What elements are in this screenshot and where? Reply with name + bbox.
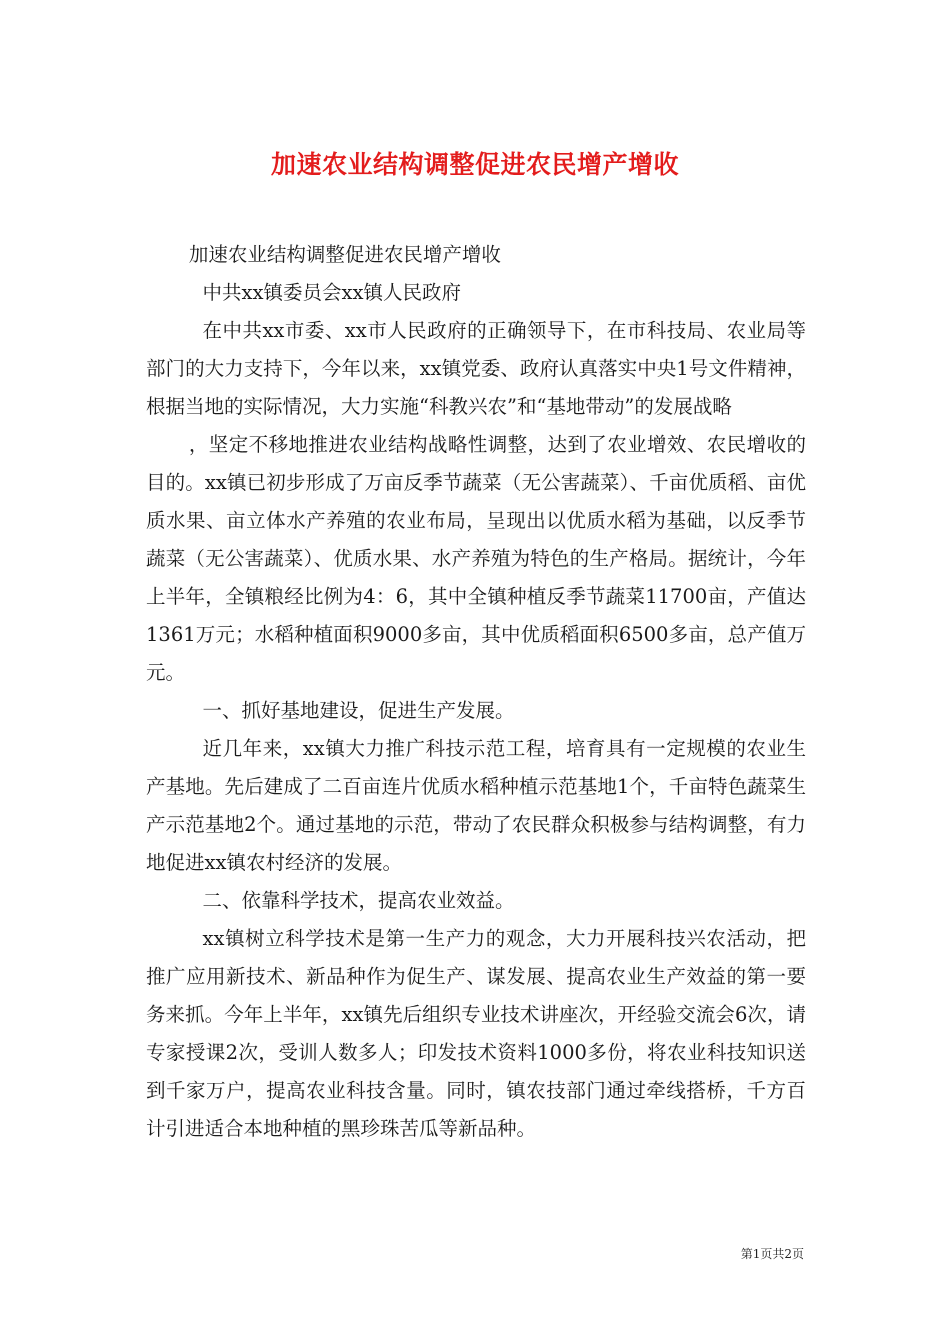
section-heading-1: 一、抓好基地建设，促进生产发展。 xyxy=(202,699,515,722)
section-heading-2: 二、依靠科学技术，提高农业效益。 xyxy=(202,889,515,912)
section-2-paragraph: xx镇树立科学技术是第一生产力的观念，大力开展科技兴农活动，把推广应用新技术、新品种作为促生产、谋发展、提高农业生产效益的第一要务来抓。今年上半年，xx镇先后组织专业技术讲座次，开经验交流会6次，请专家授课2次，受训人数多人；印发技术资料1000多份，将农业科技知识送到千家万户，提高农业科技含量。同时，镇农技部门通过牵线搭桥，千方百计引进适合本地种植的黑珍珠苦瓜等新品种。 xyxy=(146,927,806,1140)
page-number-footer: 第1页共2页 xyxy=(740,1247,804,1261)
document-body xyxy=(146,236,806,1148)
summary-paragraph: ，坚定不移地推进农业结构战略性调整，达到了农业增效、农民增收的目的。xx镇已初步形成了万亩反季节蔬菜（无公害蔬菜）、千亩优质稻、亩优质水果、亩立体水产养殖的农业布局，呈现出以优质水稻为基础，以反季节蔬菜（无公害蔬菜）、优质水果、水产养殖为特色的生产格局。据统计，今年上半年，全镇粮经比例为4：6，其中全镇种植反季节蔬菜11700亩，产值达1361万元；水稻种植面积9000多亩，其中优质稻面积6500多亩，总产值万元。 xyxy=(146,433,806,684)
subtitle-paragraph: 加速农业结构调整促进农民增产增收 xyxy=(188,243,501,266)
intro-paragraph: 在中共xx市委、xx市人民政府的正确领导下，在市科技局、农业局等部门的大力支持下，今年以来，xx镇党委、政府认真落实中央1号文件精神，根据当地的实际情况，大力实施“科教兴农”和“基地带动”的发展战略 xyxy=(146,319,806,418)
page-title: 加速农业结构调整促进农民增产增收 xyxy=(270,149,679,179)
section-1-paragraph: 近几年来，xx镇大力推广科技示范工程，培育具有一定规模的农业生产基地。先后建成了二百亩连片优质水稻种植示范基地1个，千亩特色蔬菜生产示范基地2个。通过基地的示范，带动了农民群众积极参与结构调整，有力地促进xx镇农村经济的发展。 xyxy=(146,737,806,874)
author-paragraph: 中共xx镇委员会xx镇人民政府 xyxy=(202,281,462,304)
